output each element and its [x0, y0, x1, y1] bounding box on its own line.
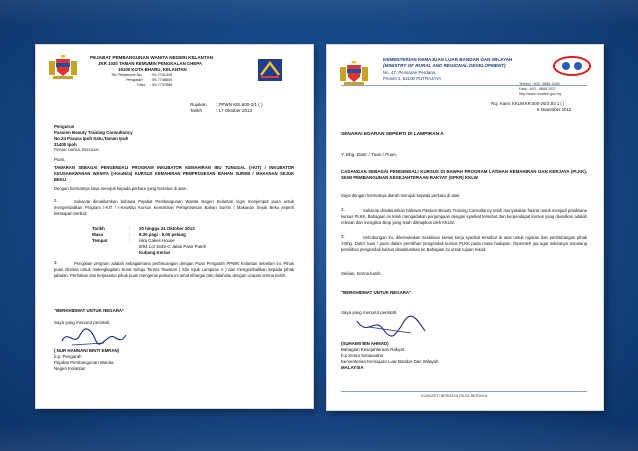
right-motto: "BERKHIDMAT UNTUK NEGARA" — [341, 290, 412, 295]
right-subject: CADANGAN SEBAGAI PENGENDALI KURSUS DI BAWAH PROGRAM LATIHAN KEMAHIRAN DAN KERJAYA (PLKK), SKIM PEMBANGUNAN KESEJAHTERAAN RAKYAT (SPKR) KKLW — [341, 169, 587, 181]
ministry-logo-icon — [258, 59, 282, 81]
right-signature-icon — [351, 315, 431, 341]
right-footer-rule — [341, 391, 587, 392]
right-para3: Sehubungan itu, dikemukakan sesalinan kertas kerja syarikat tersebut di atas untuk rujukan dan pertimbangan pihak Y.Bhg. Dato'/ tuan / puan dalam pemilihan pengendali kursus PLKK pada masa hadapan. Diperoleh jua agar sekiranya terpulang pemilihan pengendali kursus dimaklumkan ke Bahagian ini untuk tujuan rekod. — [341, 235, 587, 252]
left-letter-page — [36, 45, 313, 408]
right-signer-role1: Bahagian Kesejahteraan Rakyat — [341, 347, 404, 352]
right-address1: No. 47, Persiaran Perdana, — [383, 70, 437, 75]
left-para3-number: 3. — [54, 260, 58, 265]
left-faks-label: Faks — [137, 83, 146, 87]
left-date-value: : 17 Oktober 2013 — [216, 108, 253, 113]
left-para2-number: 2. — [54, 198, 58, 203]
right-addressee: SENARAI EDARAN SEPERTI DI LAMPIRAN A — [341, 132, 444, 137]
right-footer-slogan: KOMUNITI BERDAYA DESA BERJAYA — [421, 394, 488, 398]
malaysia-crest-icon — [339, 61, 369, 87]
kklw-logo-icon — [552, 55, 592, 77]
malaysia-crest-icon — [48, 55, 78, 81]
right-date: 6 November 2012 — [537, 107, 572, 112]
right-signer-role2: b.p Ketua Setiausaha — [341, 353, 383, 358]
left-venue-line2: 8/84 Lot 1645-C Jalan Pasir Puteh — [139, 244, 207, 249]
right-website-link[interactable]: http://www.rurallink.gov.my — [519, 92, 562, 96]
left-motto: "BERKHIDMAT UNTUK NEGARA" — [54, 308, 125, 313]
left-pengarah-value: : 09-7748605 — [150, 78, 173, 82]
right-ministry-name: KEMENTERIAN KEMAJUAN LUAR BANDAR DAN WILAYAH — [383, 57, 513, 62]
left-detail-value-1: 20 hingga 24 Oktober 2013 — [139, 226, 195, 231]
background-top-band — [0, 0, 638, 28]
right-closing: Saya yang menurut perintah, — [341, 310, 398, 315]
left-detail-colon-2: : — [129, 232, 131, 237]
left-pengarah-label: Pengarah — [126, 78, 143, 82]
left-address-line2: 16100 KOTA BHARU, KELANTAN — [118, 67, 187, 72]
background-bottom-band — [0, 423, 638, 451]
left-closing: Saya yang menurut perintah, — [54, 320, 111, 325]
left-detail-label-3: Tempat — [92, 238, 108, 243]
left-tel-value: : 09-7741426 — [150, 73, 173, 77]
left-detail-value-2: 8.30 pagi - 5.00 petang — [139, 232, 186, 237]
left-recipient-state: PERAK DARUL RIDZUAN — [54, 148, 99, 152]
left-address-line1: JKR 1030 TAMAN KEMUMIN PENGKALAN CHEPA — [98, 61, 203, 66]
right-para2-number: 2. — [341, 207, 345, 212]
left-recipient-name: Passion Beauty Training Consultancy — [54, 130, 133, 135]
left-org-line: PEJABAT PEMBANGUNAN WANITA NEGERI KELANTAN — [90, 55, 214, 60]
left-signer-role1: b.p. Pengarah — [54, 354, 82, 359]
right-intro: Saya dengan hormatnya diarah merujuk kepada perkara di atas. — [341, 193, 461, 198]
right-address2: Presint 4, 62100 PUTRAJAYA — [383, 76, 442, 81]
left-tel-label: Tel./Telephone No. — [111, 73, 143, 77]
right-signer-role3: Kementerian Kemajuan Luar Bandar Dan Wilayah — [341, 359, 439, 364]
left-venue-line3: Kubang Kerian — [139, 250, 171, 255]
right-ministry-name-en: (MINISTRY OF RURAL AND REGIONAL DEVELOPMENT) — [383, 63, 506, 68]
left-signature-icon — [58, 327, 128, 349]
right-signer-name: (SUHAIMI BIN AHMAD) — [341, 341, 389, 346]
right-signer-role4: MALAYSIA — [341, 365, 364, 370]
left-detail-label-2: Masa — [92, 232, 103, 237]
right-thanks: Sekian, terima kasih. — [341, 271, 382, 276]
left-detail-label-1: Tarikh — [92, 226, 105, 231]
right-letter-page — [327, 45, 603, 410]
right-tel: Telefon : 603 - 8891 2000 — [519, 82, 560, 86]
left-signer-role2: Pejabat Pembangunan Wanita — [54, 360, 114, 365]
left-recipient-address1: No.24 Pasara Ipoh Satu,Taman Ipoh — [54, 136, 129, 141]
left-recipient-title: Pengurus — [54, 124, 75, 129]
left-ref-value: : PPWN KEL600-2/1 ( ) — [216, 102, 263, 107]
left-para3: Pengisian program adalah sebagaimana perbincangan dengan Puan Pengarah PPWN Kelantan sebelum ini. Pihak puan diminta untuk melengkapkan Surat Setuju Terima Tawaran ( Sila rujuk Lampiran A ) dan mengembalikan kepada pihak jabatan. Perhatian dan kerjasama pihak puan mengenai perkara ini amat dihargai dan didahului dengan ucapan terima kasih. — [54, 261, 294, 278]
right-ref: Ruj. Kami: KKLW.KR.600-26/3 Jld 1 ( ) — [491, 101, 565, 106]
right-salutation: Y. Bhg. Dato' / Tuan / Puan, — [341, 152, 398, 157]
left-salutation: Puan, — [54, 157, 66, 162]
right-para2: Sukacita dimaklumkan bahawa Passion Beauty Training Consultancy telah menyatakan hasrat untuk menjadi pelaksana kursus PLKK. Bahagian ini telah mengadakan perjumpaan dengan syarikat tersebut dan berpendapat kursus yang diusulkan adalah relevan dan mengikut skop yang telah ditetapkan oleh KKLW. — [341, 208, 587, 225]
left-detail-value-3: Iska Cakes House — [139, 238, 175, 243]
left-ref-label: Rujukan — [190, 102, 207, 107]
left-date-label: Tarikh — [190, 108, 203, 113]
left-detail-colon-3: : — [129, 238, 131, 243]
left-signer-role3: Negeri Kelantan — [54, 366, 86, 371]
left-signer-name: ( NUR HANNANI BINTI EMRAN) — [54, 348, 120, 353]
right-faks: Faks : 603 - 8888 2537 — [519, 87, 556, 91]
left-intro: Dengan hormatnya saya merujuk kepada perkara yang tersebut di atas. — [54, 186, 188, 191]
right-para3-number: 3. — [341, 234, 345, 239]
left-faks-value: : 09-7737688 — [150, 83, 173, 87]
left-subject: TAWARAN SEBAGAI PENGENDALI PROGRAM INKUBATOR KEMAHIRAN IBU TUNGGAL (I-KIT) / INKUBATOR KEUSAHAWANAN WANITA (I-KeuNita) KURSUS KEMAHIRAN PEMPROSESAN BAHAN SURIMI / MAKANAN SEJUK BEKU — [54, 165, 294, 182]
left-detail-colon-1: : — [129, 226, 131, 231]
left-para2: Sukacita dimaklumkan bahawa Pejabat Pembangunan Wanita Negeri Kelantan ingin menjemput puan untuk mengendalikan Program I-KIT / I-KeuNita Kursus Kemahiran Pemprosesan Bahan Surimi / Makanan Sejuk Beku seperti ketetapan berikut: — [54, 199, 294, 216]
left-recipient-address2: 31400 Ipoh — [54, 142, 77, 147]
